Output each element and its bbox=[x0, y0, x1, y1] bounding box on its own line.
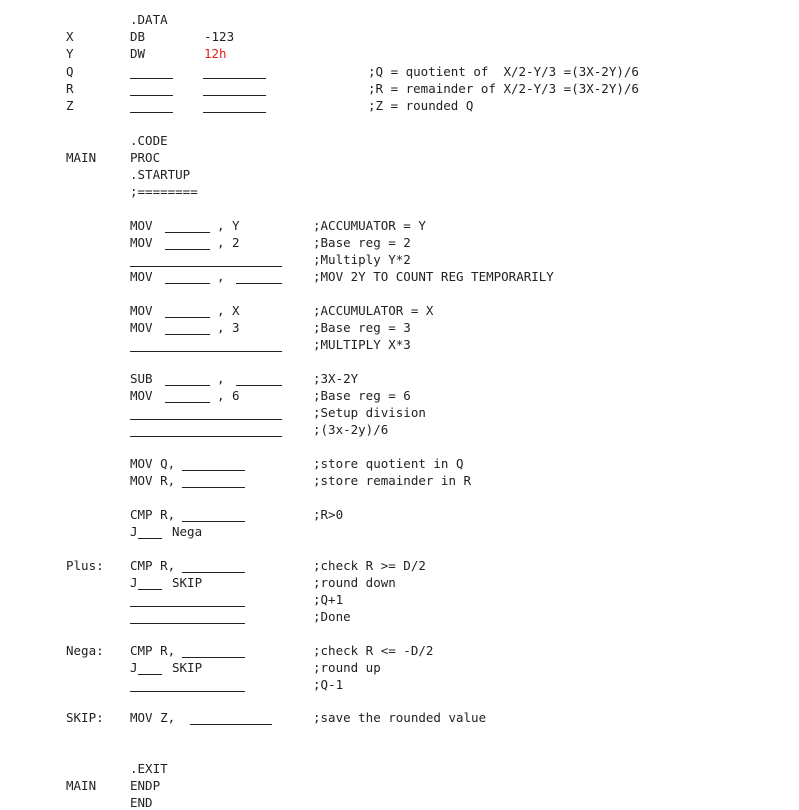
main-end-label: MAIN bbox=[66, 778, 97, 793]
skip-blank[interactable] bbox=[190, 724, 272, 725]
b1-blank-1[interactable] bbox=[165, 232, 210, 233]
proc-keyword: PROC bbox=[130, 150, 161, 165]
b3-blank-2[interactable] bbox=[165, 402, 210, 403]
end-directive: END bbox=[130, 795, 153, 810]
z-type-blank[interactable] bbox=[130, 112, 173, 113]
plus-comment-1: ;check R >= D/2 bbox=[313, 558, 426, 573]
nega-cmp: CMP R, bbox=[130, 643, 176, 658]
var-x-type: DB bbox=[130, 29, 146, 44]
q-type-blank[interactable] bbox=[130, 78, 173, 79]
b3-comment-3: ;Setup division bbox=[313, 405, 426, 420]
q-value-blank[interactable] bbox=[203, 78, 266, 79]
b5-blank-jcc[interactable] bbox=[138, 538, 162, 539]
nega-blank-cmp[interactable] bbox=[182, 657, 245, 658]
var-x-name: X bbox=[66, 29, 74, 44]
skip-label: SKIP: bbox=[66, 710, 104, 725]
startup-directive: .STARTUP bbox=[130, 167, 191, 182]
b2-comment-3: ;MULTIPLY X*3 bbox=[313, 337, 411, 352]
plus-comment-4: ;Done bbox=[313, 609, 351, 624]
b3-operand-1: , bbox=[217, 371, 225, 386]
b1-operand-2: , 2 bbox=[217, 235, 240, 250]
plus-blank-line-2[interactable] bbox=[130, 623, 245, 624]
endp-keyword: ENDP bbox=[130, 778, 161, 793]
b3-mov: MOV bbox=[130, 388, 153, 403]
nega-blank-jcc[interactable] bbox=[138, 674, 162, 675]
r-type-blank[interactable] bbox=[130, 95, 173, 96]
var-x-value: -123 bbox=[204, 29, 235, 44]
b1-mov-1: MOV bbox=[130, 218, 153, 233]
b1-blank-line[interactable] bbox=[130, 266, 282, 267]
b4-comment-2: ;store remainder in R bbox=[313, 473, 472, 488]
data-directive: .DATA bbox=[130, 12, 168, 27]
r-value-blank[interactable] bbox=[203, 95, 266, 96]
b4-blank-2[interactable] bbox=[182, 487, 245, 488]
b4-blank-1[interactable] bbox=[182, 470, 245, 471]
var-y-type: DW bbox=[130, 46, 146, 61]
b1-mov-3: MOV bbox=[130, 269, 153, 284]
b5-blank-cmp[interactable] bbox=[182, 521, 245, 522]
plus-comment-2: ;round down bbox=[313, 575, 396, 590]
b3-blank-line-2[interactable] bbox=[130, 436, 282, 437]
b1-comment-3: ;Multiply Y*2 bbox=[313, 252, 411, 267]
b4-mov-q: MOV Q, bbox=[130, 456, 176, 471]
b2-blank-1[interactable] bbox=[165, 317, 210, 318]
b2-operand-2: , 3 bbox=[217, 320, 240, 335]
b1-blank-3b[interactable] bbox=[236, 283, 282, 284]
plus-blank-jcc[interactable] bbox=[138, 589, 162, 590]
var-z-name: Z bbox=[66, 98, 74, 113]
plus-blank-cmp[interactable] bbox=[182, 572, 245, 573]
z-value-blank[interactable] bbox=[203, 112, 266, 113]
b3-blank-1b[interactable] bbox=[236, 385, 282, 386]
b5-comment: ;R>0 bbox=[313, 507, 344, 522]
b2-mov-1: MOV bbox=[130, 303, 153, 318]
b2-blank-2[interactable] bbox=[165, 334, 210, 335]
main-label: MAIN bbox=[66, 150, 97, 165]
nega-comment-3: ;Q-1 bbox=[313, 677, 344, 692]
b2-mov-2: MOV bbox=[130, 320, 153, 335]
nega-label: Nega: bbox=[66, 643, 104, 658]
b1-blank-3a[interactable] bbox=[165, 283, 210, 284]
b3-comment-2: ;Base reg = 6 bbox=[313, 388, 411, 403]
nega-comment-2: ;round up bbox=[313, 660, 381, 675]
b1-comment-4: ;MOV 2Y TO COUNT REG TEMPORARILY bbox=[313, 269, 554, 284]
var-q-name: Q bbox=[66, 64, 74, 79]
nega-jump: J bbox=[130, 660, 138, 675]
b2-operand-1: , X bbox=[217, 303, 240, 318]
b3-sub: SUB bbox=[130, 371, 153, 386]
b1-mov-2: MOV bbox=[130, 235, 153, 250]
b4-mov-r: MOV R, bbox=[130, 473, 176, 488]
b5-target: Nega bbox=[172, 524, 203, 539]
var-y-name: Y bbox=[66, 46, 74, 61]
nega-blank-line[interactable] bbox=[130, 691, 245, 692]
skip-mov: MOV Z, bbox=[130, 710, 176, 725]
skip-comment: ;save the rounded value bbox=[313, 710, 487, 725]
b5-cmp: CMP R, bbox=[130, 507, 176, 522]
var-y-value: 12h bbox=[204, 46, 227, 61]
b1-comment-1: ;ACCUMUATOR = Y bbox=[313, 218, 426, 233]
b1-operand-1: , Y bbox=[217, 218, 240, 233]
var-r-name: R bbox=[66, 81, 74, 96]
b4-comment-1: ;store quotient in Q bbox=[313, 456, 464, 471]
code-directive: .CODE bbox=[130, 133, 168, 148]
b1-comment-2: ;Base reg = 2 bbox=[313, 235, 411, 250]
comment-q: ;Q = quotient of X/2-Y/3 =(3X-2Y)/6 bbox=[368, 64, 639, 79]
b1-blank-2[interactable] bbox=[165, 249, 210, 250]
plus-target: SKIP bbox=[172, 575, 203, 590]
plus-jump: J bbox=[130, 575, 138, 590]
plus-label: Plus: bbox=[66, 558, 104, 573]
plus-blank-line-1[interactable] bbox=[130, 606, 245, 607]
b3-comment-4: ;(3x-2y)/6 bbox=[313, 422, 389, 437]
b2-comment-1: ;ACCUMULATOR = X bbox=[313, 303, 434, 318]
b1-operand-3: , bbox=[217, 269, 225, 284]
comment-z: ;Z = rounded Q bbox=[368, 98, 474, 113]
b3-blank-1a[interactable] bbox=[165, 385, 210, 386]
b5-jump: J bbox=[130, 524, 138, 539]
b3-operand-2: , 6 bbox=[217, 388, 240, 403]
nega-target: SKIP bbox=[172, 660, 203, 675]
b2-comment-2: ;Base reg = 3 bbox=[313, 320, 411, 335]
b2-blank-line[interactable] bbox=[130, 351, 282, 352]
comment-r: ;R = remainder of X/2-Y/3 =(3X-2Y)/6 bbox=[368, 81, 639, 96]
separator-line: ;======== bbox=[130, 184, 198, 199]
plus-comment-3: ;Q+1 bbox=[313, 592, 344, 607]
exit-directive: .EXIT bbox=[130, 761, 168, 776]
b3-comment-1: ;3X-2Y bbox=[313, 371, 359, 386]
plus-cmp: CMP R, bbox=[130, 558, 176, 573]
nega-comment-1: ;check R <= -D/2 bbox=[313, 643, 434, 658]
b3-blank-line-1[interactable] bbox=[130, 419, 282, 420]
